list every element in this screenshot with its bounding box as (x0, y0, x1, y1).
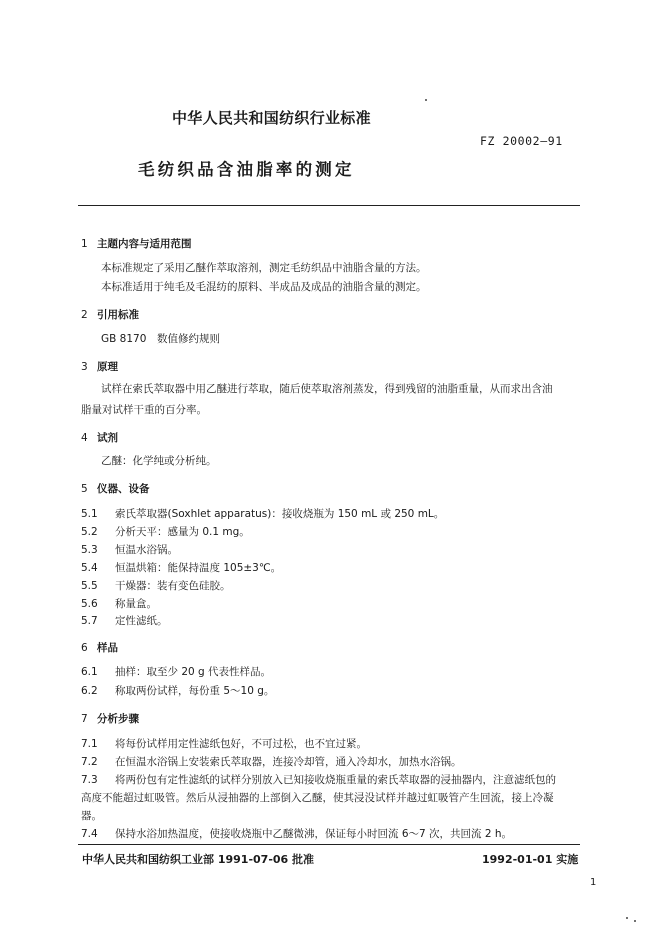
section-7-heading (81, 711, 139, 726)
section-3-paragraph: 脂量对试样干重的百分率。 (81, 404, 207, 416)
section-1-paragraph: 本标准适用于纯毛及毛混纺的原料、半成品及成品的油脂含量的测定。 (101, 281, 427, 293)
equipment-item (81, 506, 444, 521)
equipment-item (81, 542, 178, 557)
implementation-date: 1992-01-01 实施 (482, 853, 579, 866)
clause-text: 抽样：取至少 20 g 代表性样品。 (115, 666, 272, 678)
clause-number: 7.1 (81, 738, 98, 750)
section-4-heading (81, 430, 118, 445)
procedure-step (81, 772, 556, 787)
clause-number: 7.3 (81, 774, 98, 786)
footer-divider (78, 844, 580, 845)
procedure-step (81, 736, 367, 751)
section-6-heading (81, 640, 118, 655)
equipment-item (81, 613, 168, 628)
scan-speck (626, 917, 628, 919)
reference-title: 数值修约规则 (157, 333, 220, 345)
section-number: 6 (81, 642, 88, 654)
clause-number: 5.6 (81, 598, 98, 610)
section-title: 主题内容与适用范围 (97, 238, 192, 250)
clause-text: 称量盒。 (115, 598, 157, 610)
section-number: 2 (81, 309, 88, 321)
clause-number: 5.7 (81, 615, 98, 627)
clause-number: 6.1 (81, 666, 98, 678)
section-number: 7 (81, 713, 88, 725)
section-4-paragraph: 乙醚：化学纯或分析纯。 (101, 455, 217, 467)
clause-text: 称取两份试样，每份重 5～10 g。 (115, 685, 275, 697)
clause-text: 索氏萃取器(Soxhlet apparatus)：接收烧瓶为 150 mL 或 250 mL。 (115, 508, 445, 520)
reference-id: GB 8170 (101, 333, 147, 345)
clause-number: 5.2 (81, 526, 98, 538)
procedure-step-continuation: 高度不能超过虹吸管。然后从浸抽器的上部倒入乙醚，使其浸没试样并越过虹吸管产生回流，接上冷凝 (81, 792, 554, 804)
section-1-heading (81, 236, 192, 251)
section-title: 原理 (97, 361, 118, 373)
equipment-item (81, 578, 231, 593)
clause-text: 定性滤纸。 (115, 615, 168, 627)
sample-item (81, 664, 271, 679)
equipment-item (81, 596, 157, 611)
clause-number: 7.2 (81, 756, 98, 768)
section-2-heading (81, 307, 139, 322)
section-5-heading (81, 481, 150, 496)
section-1-paragraph: 本标准规定了采用乙醚作萃取溶剂，测定毛纺织品中油脂含量的方法。 (101, 262, 427, 274)
standard-code: FZ 20002—91 (480, 134, 563, 148)
approval-line: 中华人民共和国纺织工业部 1991-07-06 批准 (82, 853, 315, 866)
page-number: 1 (590, 877, 597, 888)
procedure-step (81, 826, 512, 841)
clause-text: 干燥器：装有变色硅胶。 (115, 580, 231, 592)
clause-number: 5.1 (81, 508, 98, 520)
section-title: 仪器、设备 (97, 483, 150, 495)
clause-text: 分析天平：感量为 0.1 mg。 (115, 526, 250, 538)
procedure-step (81, 754, 462, 769)
section-number: 3 (81, 361, 88, 373)
section-number: 1 (81, 238, 88, 250)
equipment-item (81, 524, 250, 539)
clause-text: 将两份包有定性滤纸的试样分别放入已知接收烧瓶重量的索氏萃取器的浸抽器内，注意滤纸包的 (115, 774, 556, 786)
section-3-paragraph: 试样在索氏萃取器中用乙醚进行萃取，随后使萃取溶剂蒸发，得到残留的油脂重量，从而求出含油 (101, 383, 553, 395)
scan-speck (425, 99, 427, 101)
clause-text: 恒温水浴锅。 (115, 544, 178, 556)
issuing-organization: 中华人民共和国纺织行业标准 (172, 109, 371, 127)
normative-reference (101, 331, 220, 346)
scan-speck (634, 920, 636, 922)
clause-text: 恒温烘箱：能保持温度 105±3℃。 (115, 562, 282, 574)
section-title: 分析步骤 (97, 713, 139, 725)
clause-text: 保持水浴加热温度，使接收烧瓶中乙醚微沸，保证每小时回流 6～7 次，共回流 2 h。 (115, 828, 513, 840)
clause-number: 5.3 (81, 544, 98, 556)
clause-number: 5.4 (81, 562, 98, 574)
section-title: 样品 (97, 642, 118, 654)
clause-text: 将每份试样用定性滤纸包好，不可过松，也不宜过紧。 (115, 738, 367, 750)
section-title: 试剂 (97, 432, 118, 444)
section-title: 引用标准 (97, 309, 139, 321)
procedure-step-continuation: 器。 (81, 810, 102, 822)
clause-number: 7.4 (81, 828, 98, 840)
clause-number: 6.2 (81, 685, 98, 697)
document-title: 毛纺织品含油脂率的测定 (138, 160, 355, 179)
clause-number: 5.5 (81, 580, 98, 592)
section-number: 5 (81, 483, 88, 495)
equipment-item (81, 560, 281, 575)
section-3-heading (81, 359, 118, 374)
clause-text: 在恒温水浴锅上安装索氏萃取器，连接冷却管，通入冷却水，加热水浴锅。 (115, 756, 462, 768)
sample-item (81, 683, 274, 698)
header-divider (78, 205, 580, 206)
section-number: 4 (81, 432, 88, 444)
